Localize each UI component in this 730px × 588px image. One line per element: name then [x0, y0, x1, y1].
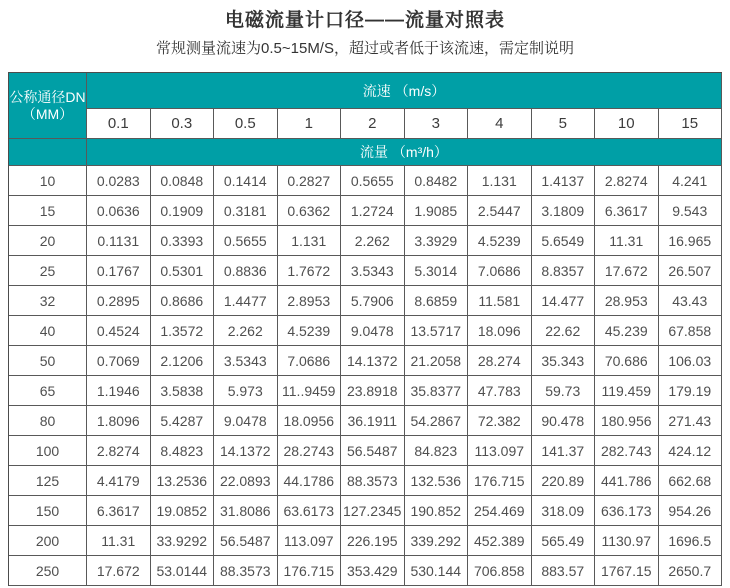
flow-value-cell: 2.262: [341, 226, 405, 256]
flow-value-cell: 141.37: [532, 436, 596, 466]
flow-value-cell: 3.1809: [532, 196, 596, 226]
flow-value-cell: 106.03: [659, 346, 723, 376]
flow-value-cell: 2.262: [214, 316, 278, 346]
flow-value-cell: 883.57: [532, 556, 596, 586]
dn-cell: 50: [9, 346, 87, 376]
velocity-value-cell: 5: [532, 109, 596, 139]
flow-value-cell: 127.2345: [341, 496, 405, 526]
table-row: [9, 406, 722, 436]
flow-value-cell: 441.786: [595, 466, 659, 496]
dn-cell: 32: [9, 286, 87, 316]
flow-value-cell: 22.62: [532, 316, 596, 346]
dn-cell: 20: [9, 226, 87, 256]
flow-value-cell: 2.5447: [468, 196, 532, 226]
table-row: [9, 526, 722, 556]
flow-value-cell: 72.382: [468, 406, 532, 436]
velocity-value-cell: 10: [595, 109, 659, 139]
flow-value-cell: 28.274: [468, 346, 532, 376]
flow-value-cell: 4.241: [659, 166, 723, 196]
corner-header-cell: [9, 73, 87, 139]
flow-value-cell: 7.0686: [468, 256, 532, 286]
flow-value-cell: 0.6362: [278, 196, 342, 226]
flow-value-cell: 0.0283: [87, 166, 151, 196]
dn-cell: 65: [9, 376, 87, 406]
flow-value-cell: 706.858: [468, 556, 532, 586]
velocity-value-cell: 1: [278, 109, 342, 139]
flow-value-cell: 13.5717: [405, 316, 469, 346]
flow-value-cell: 11.581: [468, 286, 532, 316]
flow-value-cell: 70.686: [595, 346, 659, 376]
flow-value-cell: 36.1911: [341, 406, 405, 436]
flow-value-cell: 47.783: [468, 376, 532, 406]
flow-value-cell: 0.8686: [151, 286, 215, 316]
flow-value-cell: 90.478: [532, 406, 596, 436]
flow-value-cell: 190.852: [405, 496, 469, 526]
flow-value-cell: 119.459: [595, 376, 659, 406]
flow-value-cell: 0.5655: [214, 226, 278, 256]
flow-value-cell: 35.343: [532, 346, 596, 376]
flow-value-cell: 4.5239: [278, 316, 342, 346]
table-row: [9, 556, 722, 586]
flow-value-cell: 8.4823: [151, 436, 215, 466]
velocity-header-cell: 流速 （m/s）: [87, 73, 722, 109]
flow-value-cell: 33.9292: [151, 526, 215, 556]
table-row: [9, 436, 722, 466]
flow-value-cell: 5.6549: [532, 226, 596, 256]
flow-value-cell: 3.5838: [151, 376, 215, 406]
flow-value-cell: 0.5655: [341, 166, 405, 196]
flow-value-cell: 662.68: [659, 466, 723, 496]
flow-header-spacer-cell: [9, 139, 87, 166]
flow-value-cell: 1.131: [468, 166, 532, 196]
dn-cell: 15: [9, 196, 87, 226]
flow-value-cell: 8.8357: [532, 256, 596, 286]
flow-value-cell: 22.0893: [214, 466, 278, 496]
flow-value-cell: 16.965: [659, 226, 723, 256]
flow-value-cell: 5.7906: [341, 286, 405, 316]
flow-value-cell: 636.173: [595, 496, 659, 526]
flow-value-cell: 1.1946: [87, 376, 151, 406]
table-row: [9, 226, 722, 256]
flow-comparison-table: [8, 72, 722, 586]
flow-value-cell: 452.389: [468, 526, 532, 556]
table-row: [9, 376, 722, 406]
flow-value-cell: 19.0852: [151, 496, 215, 526]
flow-value-cell: 0.5301: [151, 256, 215, 286]
table-row: [9, 286, 722, 316]
flow-value-cell: 1767.15: [595, 556, 659, 586]
velocity-value-cell: 0.3: [151, 109, 215, 139]
flow-value-cell: 44.1786: [278, 466, 342, 496]
velocity-value-cell: 3: [405, 109, 469, 139]
flow-value-cell: 254.469: [468, 496, 532, 526]
flow-value-cell: 2650.7: [659, 556, 723, 586]
flow-value-cell: 226.195: [341, 526, 405, 556]
velocity-values-row: [9, 109, 722, 139]
flow-value-cell: 1.8096: [87, 406, 151, 436]
flow-value-cell: 1.2724: [341, 196, 405, 226]
flow-value-cell: 424.12: [659, 436, 723, 466]
flow-header-cell: 流量 （m³/h）: [87, 139, 722, 166]
flow-value-cell: 5.4287: [151, 406, 215, 436]
flow-value-cell: 11.31: [595, 226, 659, 256]
flow-value-cell: 8.6859: [405, 286, 469, 316]
flow-header-row: [9, 139, 722, 166]
flow-value-cell: 18.096: [468, 316, 532, 346]
flow-value-cell: 2.1206: [151, 346, 215, 376]
flow-value-cell: 0.2827: [278, 166, 342, 196]
flow-value-cell: 2.8953: [278, 286, 342, 316]
velocity-value-cell: 15: [659, 109, 723, 139]
flow-value-cell: 67.858: [659, 316, 723, 346]
flow-value-cell: 113.097: [278, 526, 342, 556]
flow-value-cell: 45.239: [595, 316, 659, 346]
flow-value-cell: 11..9459: [278, 376, 342, 406]
flow-value-cell: 3.3929: [405, 226, 469, 256]
flow-value-cell: 31.8086: [214, 496, 278, 526]
table-row: [9, 346, 722, 376]
dn-cell: 80: [9, 406, 87, 436]
table-row: [9, 466, 722, 496]
flow-value-cell: 35.8377: [405, 376, 469, 406]
flow-value-cell: 13.2536: [151, 466, 215, 496]
velocity-value-cell: 0.5: [214, 109, 278, 139]
dn-cell: 100: [9, 436, 87, 466]
flow-value-cell: 23.8918: [341, 376, 405, 406]
velocity-value-cell: 2: [341, 109, 405, 139]
flow-value-cell: 132.536: [405, 466, 469, 496]
flow-value-cell: 0.7069: [87, 346, 151, 376]
flow-value-cell: 18.0956: [278, 406, 342, 436]
velocity-value-cell: 4: [468, 109, 532, 139]
flow-value-cell: 0.1767: [87, 256, 151, 286]
velocity-header-row: [9, 73, 722, 109]
flow-value-cell: 1696.5: [659, 526, 723, 556]
flow-value-cell: 180.956: [595, 406, 659, 436]
flow-value-cell: 53.0144: [151, 556, 215, 586]
flow-value-cell: 11.31: [87, 526, 151, 556]
flow-value-cell: 84.823: [405, 436, 469, 466]
flow-value-cell: 5.3014: [405, 256, 469, 286]
page-title: 电磁流量计口径——流量对照表: [224, 10, 505, 31]
table-row: [9, 256, 722, 286]
flow-value-cell: 0.3393: [151, 226, 215, 256]
flow-value-cell: 28.953: [595, 286, 659, 316]
flow-value-cell: 176.715: [468, 466, 532, 496]
dn-cell: 200: [9, 526, 87, 556]
flow-value-cell: 6.3617: [87, 496, 151, 526]
flow-value-cell: 4.5239: [468, 226, 532, 256]
flow-value-cell: 1130.97: [595, 526, 659, 556]
flow-value-cell: 282.743: [595, 436, 659, 466]
flow-value-cell: 5.973: [214, 376, 278, 406]
flow-value-cell: 14.1372: [341, 346, 405, 376]
flow-value-cell: 14.1372: [214, 436, 278, 466]
flow-value-cell: 565.49: [532, 526, 596, 556]
velocity-value-cell: 0.1: [87, 109, 151, 139]
flow-value-cell: 2.8274: [87, 436, 151, 466]
flow-value-cell: 56.5487: [214, 526, 278, 556]
flow-value-cell: 56.5487: [341, 436, 405, 466]
flow-value-cell: 339.292: [405, 526, 469, 556]
dn-cell: 25: [9, 256, 87, 286]
flow-value-cell: 54.2867: [405, 406, 469, 436]
flow-value-cell: 353.429: [341, 556, 405, 586]
flow-value-cell: 17.672: [87, 556, 151, 586]
flow-value-cell: 17.672: [595, 256, 659, 286]
flow-value-cell: 1.4477: [214, 286, 278, 316]
flow-value-cell: 0.0636: [87, 196, 151, 226]
table-row: [9, 316, 722, 346]
flow-value-cell: 9.0478: [214, 406, 278, 436]
flow-value-cell: 0.0848: [151, 166, 215, 196]
dn-cell: 250: [9, 556, 87, 586]
flow-value-cell: 271.43: [659, 406, 723, 436]
flow-value-cell: 9.543: [659, 196, 723, 226]
flow-value-cell: 3.5343: [341, 256, 405, 286]
flow-value-cell: 9.0478: [341, 316, 405, 346]
table-row: [9, 166, 722, 196]
flow-value-cell: 21.2058: [405, 346, 469, 376]
flow-value-cell: 0.8836: [214, 256, 278, 286]
dn-cell: 40: [9, 316, 87, 346]
flow-value-cell: 14.477: [532, 286, 596, 316]
flow-value-cell: 43.43: [659, 286, 723, 316]
flow-value-cell: 530.144: [405, 556, 469, 586]
flow-value-cell: 63.6173: [278, 496, 342, 526]
flow-value-cell: 26.507: [659, 256, 723, 286]
dn-cell: 125: [9, 466, 87, 496]
page: [0, 9, 730, 586]
flow-value-cell: 113.097: [468, 436, 532, 466]
flow-value-cell: 28.2743: [278, 436, 342, 466]
page-subtitle: 常规测量流速为0.5~15M/S，超过或者低于该流速，需定制说明: [156, 40, 574, 57]
flow-value-cell: 88.3573: [341, 466, 405, 496]
flow-value-cell: 2.8274: [595, 166, 659, 196]
corner-header-line2: （MM）: [21, 105, 74, 122]
flow-value-cell: 1.9085: [405, 196, 469, 226]
flow-value-cell: 1.131: [278, 226, 342, 256]
flow-value-cell: 0.1909: [151, 196, 215, 226]
table-row: [9, 496, 722, 526]
flow-value-cell: 954.26: [659, 496, 723, 526]
flow-value-cell: 0.1414: [214, 166, 278, 196]
dn-cell: 150: [9, 496, 87, 526]
flow-value-cell: 220.89: [532, 466, 596, 496]
flow-value-cell: 6.3617: [595, 196, 659, 226]
flow-value-cell: 59.73: [532, 376, 596, 406]
flow-value-cell: 88.3573: [214, 556, 278, 586]
flow-value-cell: 4.4179: [87, 466, 151, 496]
flow-value-cell: 0.3181: [214, 196, 278, 226]
flow-value-cell: 7.0686: [278, 346, 342, 376]
flow-value-cell: 176.715: [278, 556, 342, 586]
flow-value-cell: 1.4137: [532, 166, 596, 196]
flow-value-cell: 0.8482: [405, 166, 469, 196]
flow-value-cell: 179.19: [659, 376, 723, 406]
flow-value-cell: 1.3572: [151, 316, 215, 346]
flow-value-cell: 318.09: [532, 496, 596, 526]
flow-value-cell: 0.1131: [87, 226, 151, 256]
dn-cell: 10: [9, 166, 87, 196]
flow-value-cell: 0.4524: [87, 316, 151, 346]
table-row: [9, 196, 722, 226]
flow-value-cell: 3.5343: [214, 346, 278, 376]
corner-header-line1: 公称通径DN: [9, 88, 86, 105]
flow-value-cell: 0.2895: [87, 286, 151, 316]
flow-value-cell: 1.7672: [278, 256, 342, 286]
